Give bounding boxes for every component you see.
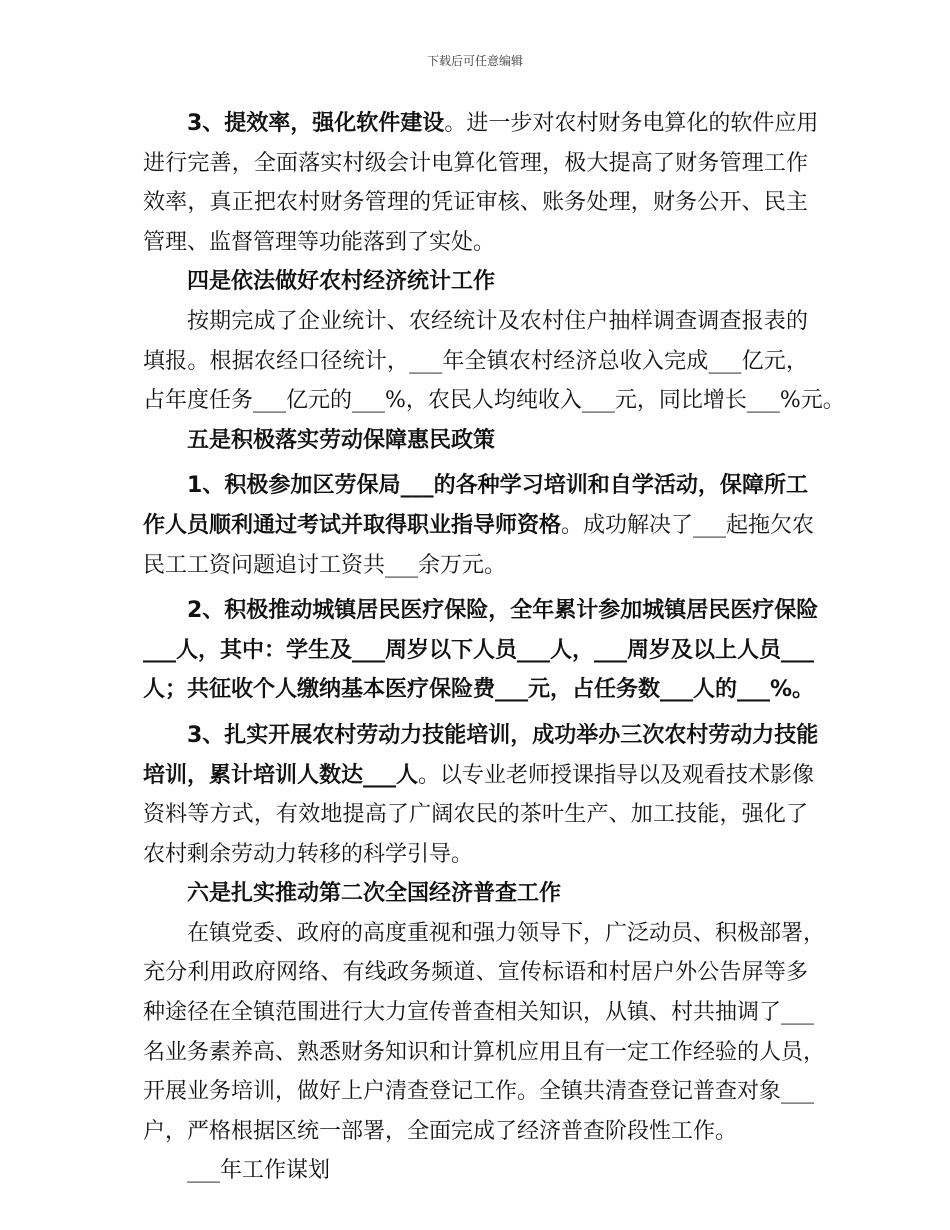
text-segment: 人；共征收个人缴纳基本医疗保险费___元，占任务数___人的___%。 xyxy=(143,677,815,703)
page-header: 下载后可任意编辑 xyxy=(426,54,523,68)
text-segment: 。以专业老师授课指导以及观看技术影像 xyxy=(418,762,815,788)
document-body xyxy=(143,104,845,1191)
text-line-l19 xyxy=(143,835,808,875)
text-segment: 农村剩余劳动力转移的科学引导。 xyxy=(143,841,474,867)
text-segment: 资料等方式，有效地提高了广阔农民的茶叶生产、加工技能，强化了 xyxy=(143,802,808,828)
text-line-l16 xyxy=(143,716,819,756)
text-line-l14 xyxy=(143,631,815,671)
text-line-l06 xyxy=(143,302,808,342)
text-segment: 充分利用政府网络、有线政务频道、宣传标语和村居户外公告屏等多 xyxy=(143,960,808,986)
text-segment: 五是积极落实劳动保障惠民政策 xyxy=(187,427,496,453)
text-line-l17 xyxy=(143,756,815,796)
text-line-l13 xyxy=(143,591,819,631)
text-segment: 按期完成了企业统计、农经统计及农村住户抽样调查调查报表的 xyxy=(187,308,808,334)
text-segment: 进行完善，全面落实村级会计电算化管理，极大提高了财务管理工作 xyxy=(143,150,808,176)
text-line-l21 xyxy=(143,914,826,954)
text-line-l02 xyxy=(143,144,808,184)
text-line-l12 xyxy=(143,546,808,586)
text-line-l01 xyxy=(143,104,819,144)
text-line-l18 xyxy=(143,795,808,835)
text-segment: 填报。根据农经口径统计，___年全镇农村经济总收入完成___亿元， xyxy=(143,348,808,374)
text-segment: 四是依法做好农村经济统计工作 xyxy=(187,269,496,295)
text-segment: ___年工作谋划 xyxy=(187,1158,331,1184)
text-segment: 作人员顺利通过考试并取得职业指导师资格 xyxy=(143,512,562,538)
text-segment: 3、提效率，强化软件建设 xyxy=(187,111,445,136)
text-segment: 占年度任务___亿元的___%，农民人均纯收入___元，同比增长___%元。 xyxy=(143,388,845,414)
text-line-l10 xyxy=(143,466,808,506)
text-line-l20 xyxy=(143,874,808,914)
text-line-l22 xyxy=(143,953,808,993)
text-segment: 培训，累计培训人数达___人 xyxy=(143,762,419,788)
text-segment: 种途径在全镇范围进行大力宣传普查相关知识，从镇、村共抽调了___ xyxy=(143,1000,815,1026)
text-segment: 。成功解决了___起拖欠农 xyxy=(561,512,815,538)
text-segment: 在镇党委、政府的高度重视和强力领导下，广泛动员、积极部署， xyxy=(187,920,826,946)
text-segment: 开展业务培训，做好上户清查登记工作。全镇共清查登记普查对象___ xyxy=(143,1079,815,1105)
text-segment: 3、扎实开展农村劳动力技能培训，成功举办三次农村劳动力技能 xyxy=(187,722,819,748)
text-segment: ___人，其中：学生及___周岁以下人员___人，___周岁及以上人员___ xyxy=(143,637,815,663)
text-line-l15 xyxy=(143,670,815,710)
text-segment: 名业务素养高、熟悉财务知识和计算机应用且有一定工作经验的人员， xyxy=(143,1039,826,1065)
text-line-l08 xyxy=(143,381,845,421)
text-segment: 2、积极推动城镇居民医疗保险，全年累计参加城镇居民医疗保险 xyxy=(187,598,819,624)
text-line-l23 xyxy=(143,993,815,1033)
text-line-l04 xyxy=(143,223,808,263)
text-line-l25 xyxy=(143,1072,815,1112)
text-line-l09 xyxy=(143,421,808,461)
text-line-l11 xyxy=(143,506,815,546)
text-line-l07 xyxy=(143,342,808,382)
text-line-l05 xyxy=(143,262,808,302)
text-segment: 户，严格根据区统一部署，全面完成了经济普查阶段性工作。 xyxy=(143,1118,738,1144)
text-segment: 民工工资问题追讨工资共___余万元。 xyxy=(143,552,507,578)
text-line-l03 xyxy=(143,183,808,223)
text-segment: 1、积极参加区劳保局___的各种学习培训和自学活动，保障所工 xyxy=(187,473,808,499)
text-line-l26 xyxy=(143,1112,808,1152)
text-segment: 管理、监督管理等功能落到了实处。 xyxy=(143,229,496,255)
text-segment: 六是扎实推动第二次全国经济普查工作 xyxy=(187,881,562,907)
text-segment: 效率，真正把农村财务管理的凭证审核、账务处理，财务公开、民主 xyxy=(143,190,808,216)
text-line-l27 xyxy=(143,1151,808,1191)
text-segment: 。进一步对农村财务电算化的软件应用 xyxy=(444,111,819,136)
text-line-l24 xyxy=(143,1033,826,1073)
